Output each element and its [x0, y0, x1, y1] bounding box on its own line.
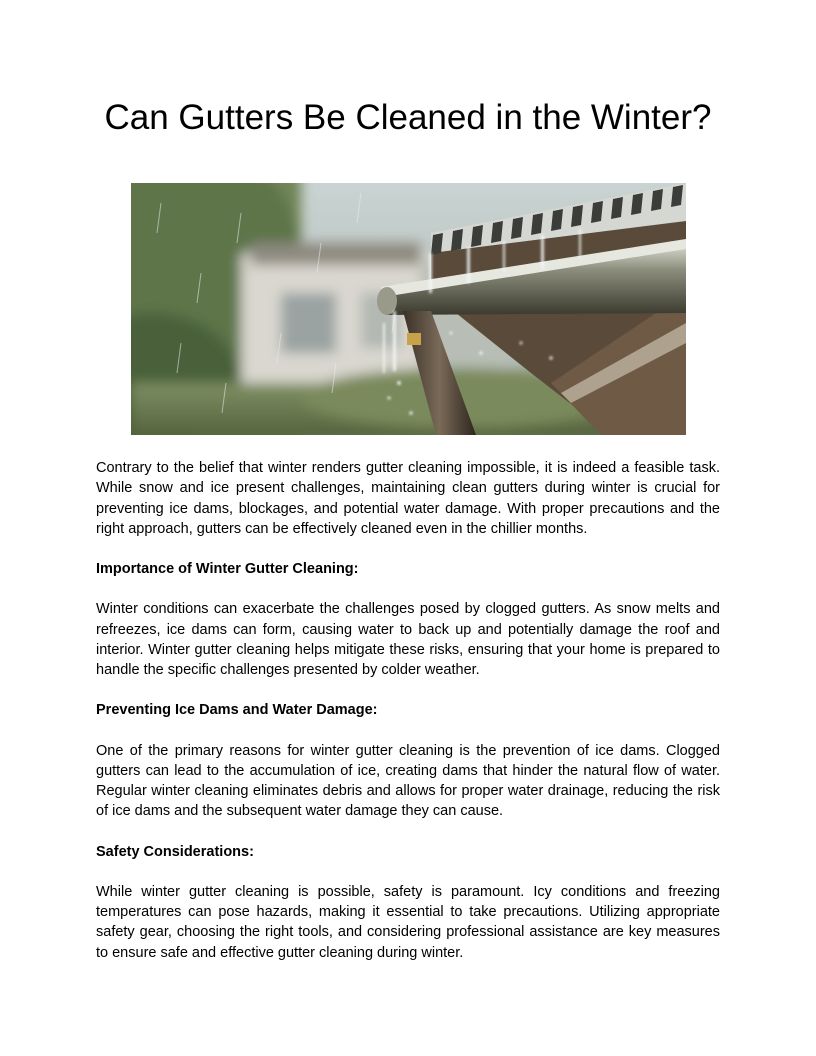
- intro-paragraph: Contrary to the belief that winter renders gutter cleaning impossible, it is indeed a feasible task. While snow and ice present challenges, maintaining clean gutters during winter is crucial for preventing ice dams, blockages, and potential water damage. With proper precautions and the right approach, gutters can be effectively cleaned even in the chillier months.: [96, 460, 720, 537]
- section-heading-ice-dams: Preventing Ice Dams and Water Damage:: [96, 702, 378, 719]
- importance-paragraph: Winter conditions can exacerbate the challenges posed by clogged gutters. As snow melts and refreezes, ice dams can form, causing water to back up and potentially damage the roof and interior. Winter gutter cleaning helps mitigate these risks, ensuring that your home is prepared to handle the specific challenges presented by colder weather.: [96, 601, 720, 678]
- safety-paragraph: While winter gutter cleaning is possible, safety is paramount. Icy conditions and freezing temperatures can pose hazards, making it essential to take precautions. Utilizing appropriate safety gear, choosing the right tools, and considering professional assistance are key measures to ensure safe and effective gutter cleaning during winter.: [96, 883, 720, 961]
- document-body: [96, 458, 720, 963]
- page-title: Can Gutters Be Cleaned in the Winter?: [104, 98, 712, 137]
- rain-gutter-photo: [131, 183, 686, 435]
- ice-dams-paragraph: One of the primary reasons for winter gutter cleaning is the prevention of ice dams. Clogged gutters can lead to the accumulation of ice, creating dams that hinder the natural flow of water. Regular winter cleaning eliminates debris and allows for proper water drainage, reducing the risk of ice dams and the subsequent water damage they can cause.: [96, 742, 720, 820]
- section-heading-safety: Safety Considerations:: [96, 843, 254, 860]
- section-heading-importance: Importance of Winter Gutter Cleaning:: [96, 561, 359, 577]
